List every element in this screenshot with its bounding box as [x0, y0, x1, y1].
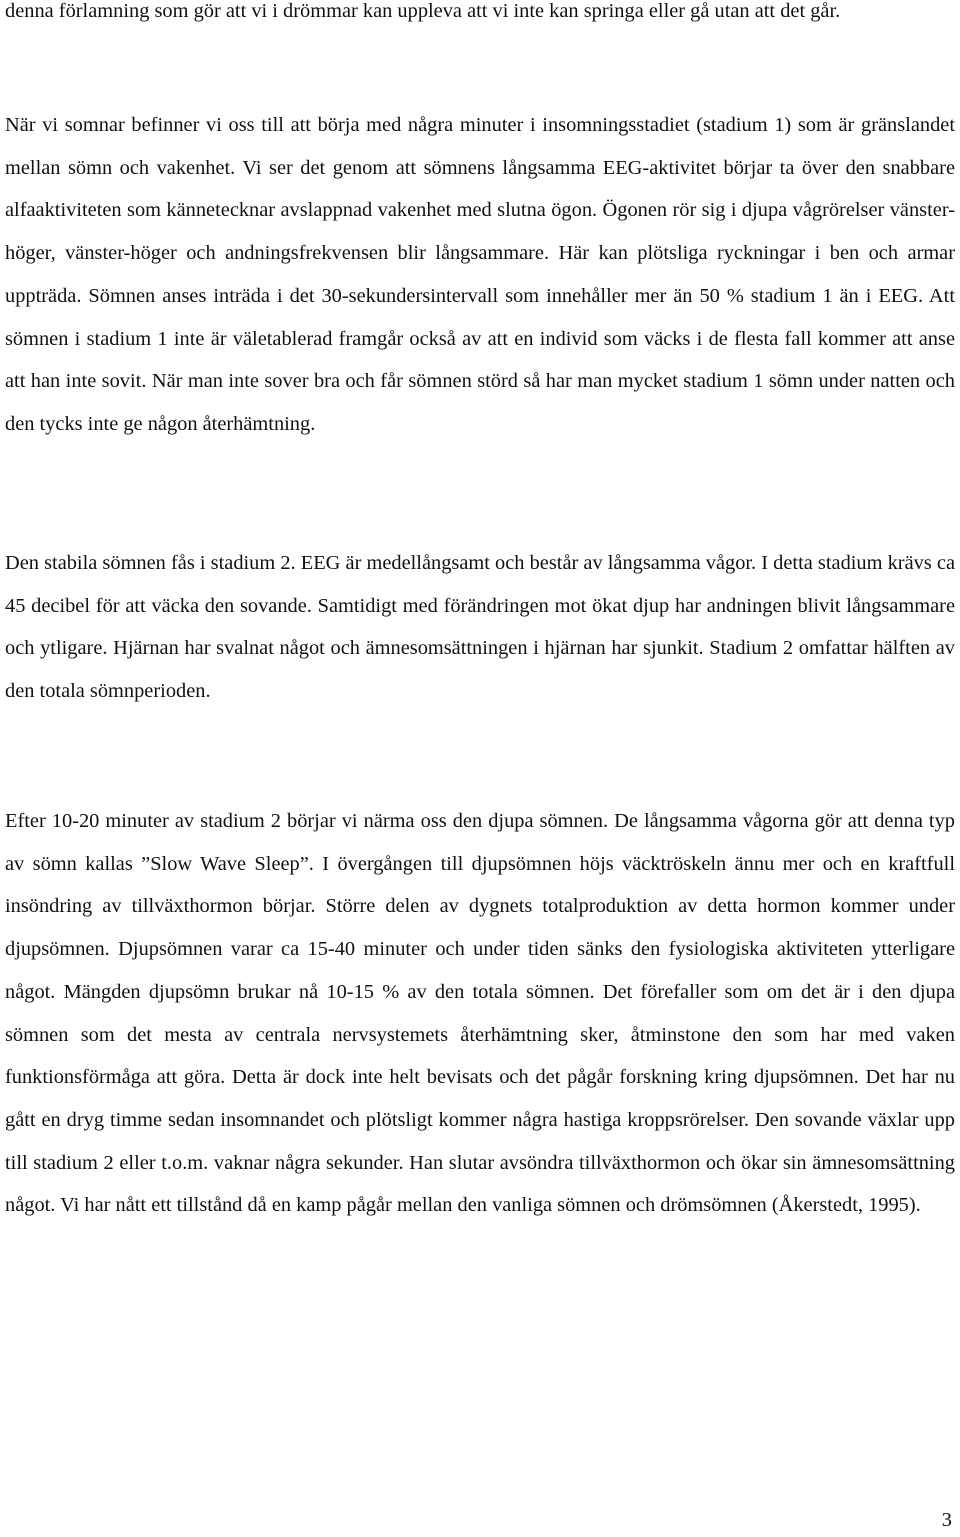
paragraph: När vi somnar befinner vi oss till att börja med några minuter i insomningsstadiet (stadium 1) som är gränslandet mellan sömn och vakenhet. Vi ser det genom att sömnens långsamma EEG-aktivitet börjar ta över den snabbare alfaaktiviteten som kännetecknar avslappnad vakenhet med slutna ögon. Ögonen rör sig i djupa vågrörelser vänster-höger, vänster-höger och andningsfrekvensen blir långsammare. Här kan plötsliga ryckningar i ben och armar uppträda. Sömnen anses inträda i det 30-sekundersintervall som innehåller mer än 50 % stadium 1 än i EEG. Att sömnen i stadium 1 inte är väletablerad framgår också av att en individ som väcks i de flesta fall kommer att anse att han inte sovit. När man inte sover bra och får sömnen störd så har man mycket stadium 1 sömn under natten och den tycks inte ge någon återhämtning.: [5, 114, 955, 435]
paragraph: Efter 10-20 minuter av stadium 2 börjar vi närma oss den djupa sömnen. De långsamma vågorna gör att denna typ av sömn kallas ”Slow Wave Sleep”. I övergången till djupsömnen höjs väcktröskeln ännu mer och en kraftfull insöndring av tillväxthormon börjar. Större delen av dygnets totalproduktion av detta hormon kommer under djupsömnen. Djupsömnen varar ca 15-40 minuter och under tiden sänks den fysiologiska aktiviteten ytterligare något. Mängden djupsömn brukar nå 10-15 % av den totala sömnen. Det förefaller som om det är i den djupa sömnen som det mesta av centrala nervsystemets återhämtning sker, åtminstone den som har med vaken funktionsförmåga att göra. Detta är dock inte helt bevisats och det pågår forskning kring djupsömnen. Det har nu gått en dryg timme sedan insomnandet och plötsligt kommer några hastiga kroppsrörelser. Den sovande växlar upp till stadium 2 eller t.o.m. vaknar några sekunder. Han slutar avsöndra tillväxthormon och ökar sin ämnesomsättning något. Vi har nått ett tillstånd då en kamp pågår mellan den vanliga sömnen och drömsömnen (Åkerstedt, 1995).: [5, 810, 955, 1217]
paragraph: Den stabila sömnen fås i stadium 2. EEG är medellångsamt och består av långsamma vågor. I detta stadium krävs ca 45 decibel för att väcka den sovande. Samtidigt med förändringen mot ökat djup har andningen blivit långsammare och ytligare. Hjärnan har svalnat något och ämnesomsättningen i hjärnan har sjunkit. Stadium 2 omfattar hälften av den totala sömnperioden.: [5, 552, 955, 703]
paragraph: denna förlamning som gör att vi i drömmar kan uppleva att vi inte kan springa eller gå utan att det går.: [5, 0, 841, 22]
page-number: 3: [941, 1509, 952, 1531]
